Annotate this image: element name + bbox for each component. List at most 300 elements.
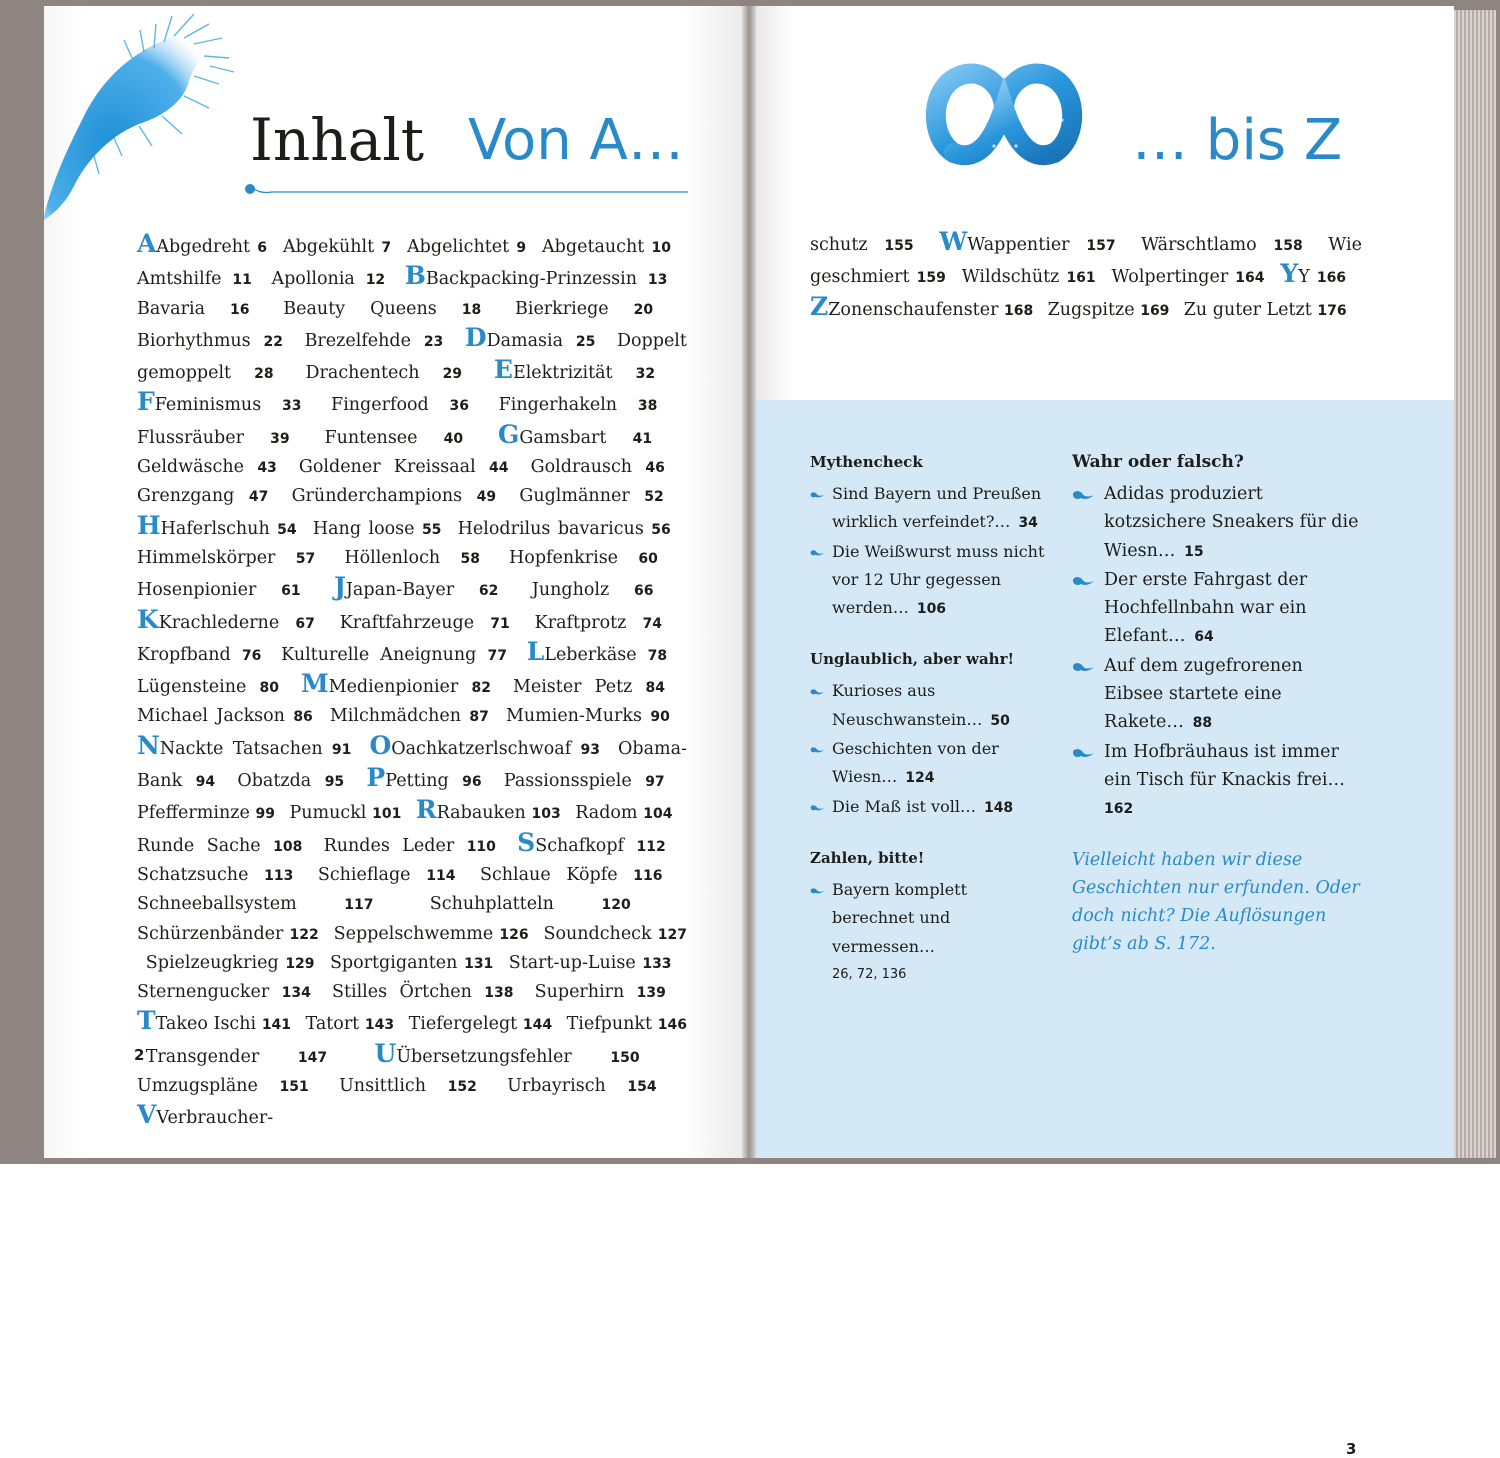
entry-page: 90 xyxy=(650,709,670,726)
entry-title: Kraftprotz xyxy=(534,612,627,633)
entry-title: Pumuckl xyxy=(289,803,367,824)
entry-title: Sternengucker xyxy=(137,982,270,1003)
entry-title: Mumien-Murks xyxy=(505,706,642,727)
entry-title: Jungholz xyxy=(531,580,610,601)
panel-item-page: 162 xyxy=(1104,801,1134,818)
bullet-icon xyxy=(1072,575,1094,586)
panel-item-page: 64 xyxy=(1194,629,1214,646)
entry-page: 99 xyxy=(255,806,276,823)
panel-column-right xyxy=(1072,448,1362,959)
index-letter: U xyxy=(374,1038,397,1068)
entry-title: Spielzeugkrieg xyxy=(145,952,279,973)
entry-page: 86 xyxy=(293,709,313,726)
index-entry xyxy=(324,836,496,856)
entry-page: 36 xyxy=(449,398,470,415)
entry-title: Geldwäsche xyxy=(137,457,244,478)
entry-title: Drachentech xyxy=(305,363,420,384)
entry-page: 122 xyxy=(289,926,319,943)
entry-title: Abgetaucht xyxy=(542,237,645,257)
entry-page: 144 xyxy=(522,1017,553,1034)
index-entry xyxy=(283,237,391,257)
panel-item xyxy=(810,677,1046,735)
section-mythencheck xyxy=(810,448,1046,623)
entry-page: 158 xyxy=(1273,238,1303,254)
panel-item xyxy=(810,538,1046,624)
index-entry xyxy=(535,982,666,1002)
entry-title: Bierkriege xyxy=(514,298,609,319)
index-entry xyxy=(137,924,319,944)
entry-title: Krachlederne xyxy=(158,612,280,633)
book-gutter xyxy=(742,6,756,1158)
index-entry xyxy=(1112,267,1265,287)
entry-page: 166 xyxy=(1316,270,1347,287)
entry-title: Hosenpionier xyxy=(137,580,257,601)
entry-page: 110 xyxy=(466,838,496,855)
entry-page: 114 xyxy=(426,867,456,884)
entry-title: Höllenloch xyxy=(344,547,441,568)
entry-title: Zugspitze xyxy=(1047,299,1135,320)
entry-page: 46 xyxy=(645,460,665,477)
section-zahlen xyxy=(810,844,1046,989)
index-entry xyxy=(137,548,315,568)
index-letter: B xyxy=(404,261,426,291)
entry-page: 49 xyxy=(476,489,497,506)
entry-title: Schneeballsystem xyxy=(137,894,297,915)
index-entry xyxy=(137,894,374,914)
entry-title: Lügensteine xyxy=(137,677,247,698)
index-letter: G xyxy=(498,419,520,449)
entry-title: Tiefpunkt xyxy=(566,1014,653,1035)
index-entry xyxy=(532,580,654,600)
index-entry xyxy=(544,645,667,665)
entry-page: 28 xyxy=(254,366,274,383)
entry-title: Umzugspläne xyxy=(137,1076,258,1097)
entry-page: 33 xyxy=(282,398,302,415)
index-list-continued xyxy=(810,228,1362,325)
panel-item-page: 148 xyxy=(983,799,1014,816)
entry-page: 94 xyxy=(195,774,216,791)
panel-item-text: Bayern komplett berechnet und vermessen… xyxy=(832,879,968,956)
index-entry xyxy=(535,613,662,633)
page-number: 2 xyxy=(134,1046,145,1064)
entry-title: Beauty Queens xyxy=(283,298,437,319)
entry-page: 20 xyxy=(633,301,654,318)
bullet-icon xyxy=(810,802,824,813)
entry-title: Biorhythmus xyxy=(137,330,251,351)
index-entry xyxy=(137,1076,309,1096)
section-heading: Zahlen, bitte! xyxy=(810,848,925,867)
entry-title: Sportgiganten xyxy=(329,952,458,973)
entry-title: Kropfband xyxy=(137,644,231,665)
index-entry xyxy=(967,235,1115,255)
entry-title: Guglmänner xyxy=(519,486,630,507)
panel-item-text: Geschichten von der Wiesn… xyxy=(832,739,999,787)
index-entry xyxy=(504,771,665,791)
index-entry xyxy=(159,613,315,633)
entry-page: 32 xyxy=(635,366,656,383)
entry-title: Radom xyxy=(575,803,638,824)
entry-title: Kulturelle Aneignung xyxy=(281,644,477,665)
index-entry xyxy=(344,548,480,568)
entry-title: Takeo Ischi xyxy=(155,1014,257,1035)
entry-page: 133 xyxy=(642,955,672,972)
index-entry xyxy=(334,924,529,944)
entry-title: Abgedreht xyxy=(156,237,251,257)
entry-title: Schuhplatteln xyxy=(429,894,554,915)
index-entry xyxy=(137,486,268,506)
entry-page: 116 xyxy=(633,867,663,884)
index-entry xyxy=(543,924,686,944)
entry-title: Wärschtlamo xyxy=(1141,235,1257,255)
entry-title: Gamsbart xyxy=(519,427,607,448)
index-entry xyxy=(305,331,444,351)
index-entry xyxy=(306,1014,395,1034)
panel-item xyxy=(1072,738,1362,824)
index-entry xyxy=(324,428,463,448)
index-entry xyxy=(137,677,279,697)
index-entry xyxy=(426,269,667,289)
page-title-accent-right: … bis Z xyxy=(1132,108,1343,173)
entry-title: Oachkatzerlschwoaf xyxy=(391,738,572,759)
entry-page: 138 xyxy=(484,985,514,1002)
index-entry xyxy=(828,300,1033,320)
bullet-icon xyxy=(810,547,824,558)
index-entry xyxy=(962,267,1096,287)
bullet-icon xyxy=(1072,747,1094,758)
index-entry xyxy=(1048,300,1170,320)
section-heading: Unglaublich, aber wahr! xyxy=(810,650,1015,669)
entry-page: 40 xyxy=(443,430,464,447)
entry-page: 41 xyxy=(632,430,653,447)
entry-title: Schlaue Köpfe xyxy=(479,864,618,885)
pretzel-icon xyxy=(924,48,1084,178)
index-entry xyxy=(146,1047,327,1067)
index-entry xyxy=(458,519,671,539)
index-entry xyxy=(137,836,302,856)
italic-note: Vielleicht haben wir diese Geschichten nur erfunden. Oder doch nicht? Die Auflösungen gibt’s ab S. 172. xyxy=(1072,849,1360,955)
entry-page: 7 xyxy=(381,240,392,256)
index-entry xyxy=(506,706,670,726)
entry-page: 134 xyxy=(281,985,311,1002)
index-entry xyxy=(509,548,658,568)
index-entry xyxy=(519,486,663,506)
index-entry xyxy=(160,739,352,759)
entry-title: Bavaria xyxy=(137,298,206,319)
entry-page: 16 xyxy=(230,301,250,318)
right-page xyxy=(752,6,1454,1458)
entry-page: 78 xyxy=(647,647,668,664)
entry-title: Abgelichtet xyxy=(407,237,510,257)
entry-title: Elektrizität xyxy=(512,363,613,384)
entry-page: 101 xyxy=(372,806,402,823)
entry-title: Doppelt gemoppelt xyxy=(137,330,687,384)
entry-page: 56 xyxy=(651,521,671,538)
index-entry xyxy=(509,953,672,973)
entry-page: 151 xyxy=(279,1079,309,1096)
entry-page: 146 xyxy=(657,1017,687,1034)
index-letter: W xyxy=(939,227,968,256)
entry-page: 152 xyxy=(447,1079,477,1096)
entry-page: 55 xyxy=(421,521,442,538)
section-unglaublich xyxy=(810,645,1046,821)
entry-title: Medienpionier xyxy=(328,677,459,698)
index-entry xyxy=(430,894,631,914)
entry-page: 154 xyxy=(627,1079,657,1096)
entry-page: 52 xyxy=(644,489,664,506)
entry-title: Fingerfood xyxy=(331,395,429,416)
entry-title: Wie geschmiert xyxy=(810,235,1362,288)
entry-title: Rundes Leder xyxy=(323,835,455,856)
entry-title: Schürzenbänder xyxy=(137,923,284,944)
entry-title: Damasia xyxy=(486,330,564,351)
page-title-accent: Von A… xyxy=(468,108,684,173)
index-entry xyxy=(156,1014,291,1034)
bullet-icon xyxy=(1072,489,1094,500)
entry-page: 155 xyxy=(884,238,914,254)
entry-title: Japan-Bayer xyxy=(345,580,455,601)
entry-page: 22 xyxy=(263,333,283,350)
index-entry xyxy=(513,363,655,383)
entry-page: 168 xyxy=(1004,302,1034,319)
index-entry xyxy=(137,645,261,665)
index-entry xyxy=(137,580,301,600)
entry-title: Pfefferminze xyxy=(137,803,250,824)
entry-title: Zonenschaufenster xyxy=(828,299,999,320)
index-entry xyxy=(137,428,290,448)
entry-page: 10 xyxy=(651,240,671,256)
entry-page: 108 xyxy=(273,838,303,855)
index-entry xyxy=(137,865,293,885)
index-entry xyxy=(156,237,267,257)
entry-title: Backpacking-Prinzessin xyxy=(425,269,638,290)
entry-page: 93 xyxy=(580,741,600,758)
entry-title: Übersetzungsfehler xyxy=(396,1046,572,1067)
page-number: 3 xyxy=(1346,1440,1357,1458)
entry-title: Haferlschuh xyxy=(160,518,270,539)
entry-title: Start-up-Luise xyxy=(508,952,636,973)
index-letter: F xyxy=(137,387,155,417)
entry-page: 139 xyxy=(636,985,666,1002)
panel-item-text: Die Maß ist voll… xyxy=(832,796,976,816)
entry-title: Obatzda xyxy=(237,771,312,792)
entry-page: 169 xyxy=(1140,302,1170,319)
entry-page: 6 xyxy=(257,240,267,256)
index-entry xyxy=(515,299,653,319)
index-letter: H xyxy=(137,510,161,540)
index-entry xyxy=(329,677,491,697)
entry-page: 71 xyxy=(490,615,510,632)
entry-page: 11 xyxy=(232,272,252,289)
index-letter: T xyxy=(137,1006,156,1036)
index-letter: J xyxy=(334,572,346,602)
left-page xyxy=(44,6,748,1158)
index-entry xyxy=(437,803,561,823)
entry-title: Goldrausch xyxy=(530,457,633,478)
entry-page: 176 xyxy=(1317,302,1347,319)
index-letter: D xyxy=(464,322,487,352)
entry-page: 96 xyxy=(462,774,482,791)
entry-title: Seppelschwemme xyxy=(333,923,494,944)
entry-title: Tiefergelegt xyxy=(408,1014,518,1035)
entry-title: Wappentier xyxy=(967,235,1070,255)
index-entry xyxy=(567,1014,687,1034)
entry-page: 67 xyxy=(295,615,315,632)
index-entry xyxy=(271,269,385,289)
entry-title: Verbraucher- xyxy=(156,1108,274,1129)
index-letter: S xyxy=(517,827,536,857)
entry-page: 47 xyxy=(248,489,269,506)
index-entry xyxy=(331,395,469,415)
panel-item xyxy=(1072,480,1362,566)
entry-title: Wolpertinger xyxy=(1111,267,1229,288)
entry-title: Meister Petz xyxy=(512,677,633,698)
index-entry xyxy=(810,235,914,255)
index-entry xyxy=(507,1076,656,1096)
index-letter: A xyxy=(137,229,157,258)
index-entry xyxy=(339,1076,477,1096)
index-entry xyxy=(385,771,481,791)
entry-title: Superhirn xyxy=(534,982,625,1003)
entry-title: Transgender xyxy=(145,1046,260,1067)
index-entry xyxy=(330,953,493,973)
index-entry xyxy=(330,706,489,726)
index-entry xyxy=(332,982,514,1002)
index-entry xyxy=(155,395,302,415)
entry-title: Apollonia xyxy=(271,269,355,290)
page-title: Inhalt xyxy=(250,106,425,174)
bullet-icon xyxy=(810,744,824,755)
panel-item-text: Sind Bayern und Preußen wirklich verfeindet?… xyxy=(832,484,1042,532)
section-heading: Mythencheck xyxy=(810,453,923,471)
entry-title: Michael Jackson xyxy=(137,706,285,727)
entry-title: Urbayrisch xyxy=(507,1076,606,1097)
index-entry xyxy=(340,613,510,633)
index-letter: R xyxy=(415,795,437,825)
index-entry xyxy=(499,395,658,415)
title-rule xyxy=(242,182,688,196)
index-letter: P xyxy=(366,763,386,793)
index-entry xyxy=(137,803,275,823)
index-letter: E xyxy=(493,355,513,385)
index-letter: V xyxy=(137,1100,157,1130)
entry-page: 38 xyxy=(637,398,658,415)
index-entry xyxy=(535,836,666,856)
entry-page: 74 xyxy=(642,615,663,632)
entry-title: Hopfenkrise xyxy=(509,547,619,568)
index-entry xyxy=(480,865,663,885)
index-entry xyxy=(513,677,665,697)
entry-title: Petting xyxy=(385,771,449,792)
index-letter: N xyxy=(137,730,160,760)
entry-page: 120 xyxy=(601,897,631,914)
entry-title: Hang loose xyxy=(312,518,415,539)
bullet-icon xyxy=(810,885,824,896)
entry-page: 43 xyxy=(257,460,277,477)
index-letter: Y xyxy=(1280,259,1299,289)
entry-page: 126 xyxy=(499,926,529,943)
bullet-icon xyxy=(810,686,824,697)
index-entry xyxy=(407,237,526,257)
entry-title: Amtshilfe xyxy=(137,269,222,290)
panel-item xyxy=(810,735,1046,793)
index-entry xyxy=(137,457,277,477)
entry-title: Himmelskörper xyxy=(137,547,276,568)
entry-page: 141 xyxy=(261,1017,292,1034)
index-entry xyxy=(137,982,311,1002)
panel-column-left xyxy=(810,448,1046,1011)
entry-page: 61 xyxy=(281,583,301,600)
entry-page: 84 xyxy=(645,680,666,697)
entry-title: schutz xyxy=(810,235,868,255)
index-entry xyxy=(146,953,315,973)
panel-item-page: 124 xyxy=(905,770,935,787)
entry-title: Helodrilus bavaricus xyxy=(457,518,644,539)
index-entry xyxy=(409,1014,553,1034)
index-letter: Z xyxy=(810,291,829,321)
entry-page: 76 xyxy=(241,647,262,664)
entry-page: 25 xyxy=(575,333,596,350)
entry-title: Goldener Kreissaal xyxy=(298,457,476,478)
index-entry xyxy=(137,331,283,351)
entry-page: 44 xyxy=(489,460,509,477)
entry-page: 161 xyxy=(1066,270,1096,287)
entry-page: 62 xyxy=(478,583,499,600)
panel-item-text: Kurioses aus Neuschwanstein… xyxy=(832,681,983,729)
panel-item xyxy=(810,876,1046,961)
entry-title: Schafkopf xyxy=(535,835,625,856)
entry-title: Flussräuber xyxy=(137,427,244,448)
page-edges xyxy=(1454,10,1496,1158)
panel-item xyxy=(1072,566,1362,652)
feather-icon xyxy=(44,6,244,226)
entry-title: Brezelfehde xyxy=(304,330,411,351)
index-entry xyxy=(299,457,509,477)
entry-title: Y xyxy=(1298,267,1310,288)
entry-title: Wildschütz xyxy=(961,267,1060,288)
entry-page: 129 xyxy=(285,955,315,972)
index-entry xyxy=(531,457,665,477)
entry-page: 39 xyxy=(270,430,290,447)
entry-title: Schatzsuche xyxy=(137,864,249,885)
entry-page: 127 xyxy=(657,926,687,943)
entry-page: 58 xyxy=(460,550,480,567)
index-entry xyxy=(346,580,498,600)
panel-item-page: 106 xyxy=(916,601,947,618)
index-entry xyxy=(137,269,252,289)
panel-item xyxy=(1072,652,1362,738)
panel-item-page: 88 xyxy=(1192,715,1213,732)
index-entry xyxy=(289,803,401,823)
index-entry xyxy=(313,519,442,539)
entry-page: 147 xyxy=(297,1049,328,1066)
index-entry xyxy=(396,1047,639,1067)
section-wahr-oder-falsch xyxy=(1072,448,1362,824)
entry-page: 18 xyxy=(461,301,482,318)
feature-panel xyxy=(752,400,1454,1458)
entry-page: 143 xyxy=(364,1017,395,1034)
entry-title: Zu guter Letzt xyxy=(1183,299,1312,320)
entry-page: 12 xyxy=(365,272,386,289)
entry-title: Abgekühlt xyxy=(282,237,375,257)
entry-title: Gründerchampions xyxy=(291,486,463,507)
panel-item-text: Der erste Fahrgast der Hochfellnbahn war ein Elefant… xyxy=(1104,569,1308,647)
entry-page: 57 xyxy=(295,550,316,567)
index-entry xyxy=(575,803,672,823)
index-entry xyxy=(519,428,652,448)
entry-title: Soundcheck xyxy=(543,923,652,944)
panel-item-page: 34 xyxy=(1018,515,1038,532)
panel-item-text: Die Weißwurst muss nicht vor 12 Uhr gegessen werden… xyxy=(832,541,1045,618)
